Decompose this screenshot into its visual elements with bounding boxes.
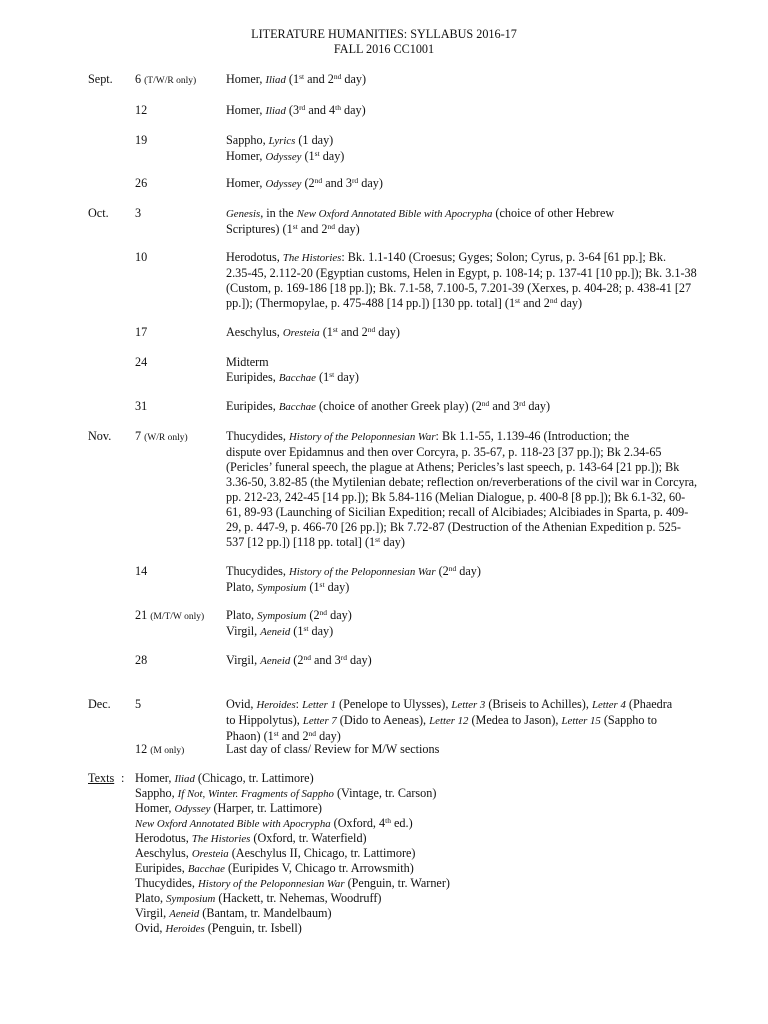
ordinal-suffix: st <box>303 624 309 633</box>
text-line <box>226 460 704 475</box>
day-number <box>135 206 141 221</box>
text-segment: Homer, <box>226 176 266 190</box>
text-segment: (2 <box>306 608 320 622</box>
text-segment: (1 <box>315 370 330 384</box>
italic-title: Letter 12 <box>429 715 469 727</box>
day-value: 14 <box>135 564 148 578</box>
reading-assignment <box>226 72 704 88</box>
text-segment: Ovid, <box>226 697 257 711</box>
italic-title: History of the Peloponnesian War <box>288 566 436 578</box>
text-segment: and 2 <box>520 296 550 310</box>
italic-title: Heroides <box>256 699 296 711</box>
day-number <box>135 564 147 579</box>
text-line <box>226 399 704 415</box>
text-line <box>226 133 704 149</box>
text-segment: Homer, <box>226 149 266 163</box>
text-line <box>135 876 450 891</box>
day-number <box>135 72 196 89</box>
italic-title: Letter 15 <box>561 715 601 727</box>
text-segment: (Pericles’ funeral speech, the plague at Athens; Pericles’s last speech, p. 143-64 [21 pp.]); Bk <box>226 460 680 474</box>
text-segment: (Vintage, tr. Carson) <box>333 786 437 800</box>
text-segment: : <box>295 697 303 711</box>
text-segment: (Phaedra <box>625 697 673 711</box>
italic-title: Bacchae <box>278 401 316 413</box>
italic-title: Iliad <box>174 773 195 785</box>
texts-list <box>135 771 450 936</box>
text-segment: (Penelope to Ulysses), <box>335 697 452 711</box>
text-segment: (Penguin, tr. Isbell) <box>204 921 302 935</box>
text-segment: Plato, <box>226 608 258 622</box>
text-line <box>226 520 704 535</box>
day-value: 3 <box>135 206 142 220</box>
day-value: 12 <box>135 103 148 117</box>
text-segment: (1 <box>285 72 300 86</box>
day-restriction-note: (T/W/R only) <box>144 76 197 86</box>
text-segment: 537 [12 pp.]) [118 pp. total] (1 <box>226 535 376 549</box>
text-segment: (Harper, tr. Lattimore) <box>210 801 322 815</box>
text-line <box>226 429 704 445</box>
italic-title: Genesis <box>226 208 261 220</box>
italic-title: Bacchae <box>278 372 316 384</box>
reading-assignment <box>226 608 704 640</box>
text-segment: (Oxford, 4 <box>330 816 386 830</box>
text-segment: (Dido to Aeneas), <box>336 713 430 727</box>
day-value: 28 <box>135 653 148 667</box>
text-segment: Virgil, <box>135 906 170 920</box>
reading-assignment <box>226 103 704 119</box>
italic-title: Odyssey <box>265 151 302 163</box>
text-line <box>226 222 704 237</box>
text-line <box>226 176 704 192</box>
text-line <box>226 266 704 281</box>
reading-assignment <box>226 653 704 669</box>
text-line <box>226 505 704 520</box>
day-value: 12 <box>135 742 148 756</box>
text-segment: Virgil, <box>226 624 261 638</box>
text-line <box>226 475 704 490</box>
text-line <box>135 771 450 786</box>
text-segment: Thucydides, <box>226 564 289 578</box>
text-line <box>226 564 704 580</box>
day-number <box>135 325 147 340</box>
texts-label-colon: : <box>121 771 125 785</box>
text-segment: (2 <box>435 564 449 578</box>
reading-assignment <box>226 399 704 415</box>
text-segment: day) <box>324 580 350 594</box>
italic-title: New Oxford Annotated Bible with Apocrypha <box>135 818 331 830</box>
ordinal-suffix: st <box>314 149 320 158</box>
ordinal-suffix: nd <box>319 608 328 617</box>
text-segment: day) <box>327 608 352 622</box>
text-line <box>226 608 704 624</box>
italic-title: Aeneid <box>169 908 200 920</box>
day-value: 21 <box>135 608 148 622</box>
text-segment: ed.) <box>390 816 413 830</box>
reading-assignment <box>226 355 704 386</box>
text-segment: (Briseis to Achilles), <box>485 697 592 711</box>
text-line <box>135 861 450 876</box>
text-segment: (1 <box>319 325 333 339</box>
ordinal-suffix: rd <box>340 653 347 662</box>
text-segment: day) <box>380 535 405 549</box>
text-segment: day) <box>557 296 583 310</box>
text-segment: day) <box>456 564 481 578</box>
text-line <box>226 296 704 311</box>
text-segment: Herodotus, <box>135 831 192 845</box>
text-line <box>135 906 450 921</box>
text-segment: and 3 <box>310 653 341 667</box>
text-segment: 61, 89-93 (Launching of Sicilian Expedition; recall of Alcibiades; Alcibiades in Sparta, p. 409- <box>226 505 689 519</box>
text-segment: (Euripides V, Chicago tr. Arrowsmith) <box>224 861 414 875</box>
text-segment: Euripides, <box>226 370 279 384</box>
italic-title: Oresteia <box>191 848 229 860</box>
day-value: 6 <box>135 72 142 86</box>
day-number <box>135 399 147 414</box>
text-line <box>135 846 450 861</box>
title-line-2: FALL 2016 CC1001 <box>333 42 435 56</box>
reading-assignment <box>226 325 704 341</box>
text-segment: pp. 212-23, 242-45 [14 pp.]); Bk 5.84-116 (Melian Dialogue, p. 400-8 [8 pp.]); Bk 6.1-32, 60- <box>226 490 686 504</box>
text-segment: (1 <box>301 149 315 163</box>
text-segment: Scriptures) (1 <box>226 222 293 236</box>
ordinal-suffix: st <box>332 325 338 334</box>
text-line <box>226 72 704 88</box>
text-line <box>135 801 450 816</box>
text-line <box>135 891 450 906</box>
day-number <box>135 103 147 118</box>
italic-title: Aeneid <box>260 655 291 667</box>
reading-assignment <box>226 206 704 237</box>
text-line <box>226 697 704 713</box>
day-value: 7 <box>135 429 142 443</box>
italic-title: Letter 4 <box>591 699 626 711</box>
text-segment: day) <box>334 370 359 384</box>
text-segment: day) <box>335 222 360 236</box>
ordinal-suffix: nd <box>549 296 558 305</box>
text-segment: and 3 <box>322 176 352 190</box>
day-restriction-note: (M/T/W only) <box>150 612 205 622</box>
italic-title: Letter 1 <box>302 699 336 711</box>
ordinal-suffix: nd <box>327 222 335 231</box>
day-restriction-note: (M only) <box>150 746 185 756</box>
text-segment: Last day of class/ Review for M/W sections <box>226 742 440 756</box>
day-restriction-note: (W/R only) <box>144 433 188 443</box>
reading-assignment <box>226 429 704 550</box>
text-line <box>226 535 704 550</box>
text-segment: Homer, <box>226 103 266 117</box>
text-segment: Thucydides, <box>135 876 198 890</box>
day-number <box>135 653 147 668</box>
text-line <box>226 370 704 386</box>
text-segment: day) <box>525 399 551 413</box>
ordinal-suffix: st <box>329 370 335 379</box>
text-segment: : Bk 1.1-55, 1.139-46 (Introduction; the <box>435 429 630 443</box>
italic-title: Iliad <box>265 74 286 86</box>
italic-title: If Not, Winter. Fragments of Sappho <box>177 788 334 800</box>
italic-title: Odyssey <box>174 803 211 815</box>
text-segment: (Hackett, tr. Nehemas, Woodruff) <box>215 891 382 905</box>
texts-label <box>88 771 114 786</box>
text-segment: (Oxford, tr. Waterfield) <box>250 831 367 845</box>
text-segment: Homer, <box>135 771 175 785</box>
text-segment: Ovid, <box>135 921 166 935</box>
month-label: Oct. <box>88 206 109 220</box>
text-line <box>226 149 704 165</box>
text-segment: (choice of another Greek play) (2 <box>315 399 482 413</box>
month-label: Nov. <box>88 429 112 443</box>
ordinal-suffix: nd <box>308 729 317 738</box>
day-number <box>135 250 147 265</box>
text-segment: (2 <box>301 176 315 190</box>
text-segment: (1 day) <box>295 133 334 147</box>
reading-assignment <box>226 697 704 744</box>
text-line <box>226 490 704 505</box>
text-segment: day) <box>308 624 334 638</box>
text-segment: Homer, <box>226 72 266 86</box>
italic-title: Oresteia <box>282 327 320 339</box>
text-segment: Plato, <box>226 580 258 594</box>
text-segment: Aeschylus, <box>226 325 283 339</box>
italic-title: Lyrics <box>268 135 296 147</box>
ordinal-suffix: st <box>515 296 521 305</box>
text-segment: Phaon) (1 <box>226 729 274 743</box>
text-segment: day) <box>347 653 372 667</box>
reading-assignment <box>226 176 704 192</box>
ordinal-suffix: nd <box>314 176 323 185</box>
ordinal-suffix: th <box>385 816 391 825</box>
text-segment: (3 <box>285 103 300 117</box>
ordinal-suffix: nd <box>303 653 311 662</box>
text-segment: 29, p. 447-9, p. 466-70 [26 pp.]); Bk 7.72-87 (Destruction of the Athenian Expedition p. 525- <box>226 520 681 534</box>
text-segment: and 3 <box>489 399 520 413</box>
reading-assignment <box>226 742 704 757</box>
italic-title: Iliad <box>265 105 286 117</box>
day-number <box>135 608 204 625</box>
text-segment: (Aeschylus II, Chicago, tr. Lattimore) <box>228 846 416 860</box>
italic-title: History of the Peloponnesian War <box>288 431 436 443</box>
text-segment: , in the <box>260 206 297 220</box>
italic-title: Bacchae <box>187 863 225 875</box>
text-segment: Virgil, <box>226 653 261 667</box>
italic-title: Symposium <box>257 610 307 622</box>
day-value: 31 <box>135 399 148 413</box>
text-line <box>226 325 704 341</box>
text-segment: (Sappho to <box>600 713 658 727</box>
text-line <box>135 816 450 831</box>
text-line <box>226 355 704 370</box>
text-segment: 2.35-45, 2.112-20 (Egyptian customs, Helen in Egypt, p. 108-14; p. 137-41 [10 pp.]); Bk. 3.1-38 <box>226 266 697 280</box>
text-segment: day) <box>340 103 366 117</box>
text-segment: (choice of other Hebrew <box>492 206 615 220</box>
text-segment: and 2 <box>337 325 368 339</box>
text-segment: and 2 <box>297 222 328 236</box>
day-value: 24 <box>135 355 148 369</box>
ordinal-suffix: st <box>319 580 325 589</box>
text-segment: day) <box>341 72 367 86</box>
text-segment: Herodotus, <box>226 250 283 264</box>
title-line-1: LITERATURE HUMANITIES: SYLLABUS 2016-17 <box>251 27 517 41</box>
day-number <box>135 133 147 148</box>
italic-title: Symposium <box>257 582 307 594</box>
text-segment: (Custom, p. 169-186 [18 pp.]); Bk. 7.1-58, 7.100-5, 7.201-39 (Xerxes, p. 404-28; p. 438-41 [27 <box>226 281 692 295</box>
day-value: 19 <box>135 133 148 147</box>
ordinal-suffix: th <box>335 103 341 112</box>
text-line <box>226 206 704 222</box>
text-segment: day) <box>316 729 341 743</box>
day-value: 26 <box>135 176 148 190</box>
italic-title: Letter 3 <box>451 699 486 711</box>
text-segment: Midterm <box>226 355 269 369</box>
text-segment: 3.36-50, 3.82-85 (the Mytilenian debate; reflection on/reverberations of the civil war in Corcyra, <box>226 475 698 489</box>
text-segment: (Bantam, tr. Mandelbaum) <box>199 906 332 920</box>
text-segment: to Hippolytus), <box>226 713 303 727</box>
ordinal-suffix: st <box>273 729 279 738</box>
text-segment: Homer, <box>135 801 175 815</box>
text-line <box>226 281 704 296</box>
month-label: Sept. <box>88 72 113 86</box>
reading-assignment <box>226 564 704 596</box>
text-segment: (Penguin, tr. Warner) <box>344 876 450 890</box>
month-label: Dec. <box>88 697 111 711</box>
italic-title: The Histories <box>282 252 342 264</box>
ordinal-suffix: nd <box>333 72 342 81</box>
text-line <box>226 580 704 596</box>
text-line <box>226 624 704 640</box>
day-number <box>135 742 184 759</box>
ordinal-suffix: nd <box>481 399 490 408</box>
text-segment: Euripides, <box>226 399 279 413</box>
italic-title: Heroides <box>165 923 205 935</box>
text-line <box>226 250 704 266</box>
italic-title: Letter 7 <box>302 715 337 727</box>
text-segment: : Bk. 1.1-140 (Croesus; Gyges; Solon; Cyrus, p. 3-64 [61 pp.]; Bk. <box>341 250 667 264</box>
text-segment: (1 <box>290 624 304 638</box>
day-number <box>135 355 147 370</box>
text-segment: (Chicago, tr. Lattimore) <box>194 771 314 785</box>
italic-title: Symposium <box>166 893 216 905</box>
ordinal-suffix: rd <box>299 103 306 112</box>
italic-title: Aeneid <box>260 626 291 638</box>
text-segment: (1 <box>306 580 320 594</box>
text-segment: Aeschylus, <box>135 846 192 860</box>
italic-title: Odyssey <box>265 178 302 190</box>
day-number <box>135 429 188 446</box>
ordinal-suffix: st <box>299 72 305 81</box>
text-segment: and 2 <box>304 72 334 86</box>
text-line <box>226 103 704 119</box>
text-segment: day) <box>319 149 345 163</box>
text-segment: Plato, <box>135 891 167 905</box>
text-segment: day) <box>358 176 383 190</box>
ordinal-suffix: nd <box>448 564 457 573</box>
ordinal-suffix: nd <box>367 325 376 334</box>
text-line <box>226 445 704 460</box>
text-segment: Thucydides, <box>226 429 289 443</box>
ordinal-suffix: rd <box>519 399 526 408</box>
ordinal-suffix: st <box>375 535 381 544</box>
reading-assignment <box>226 133 704 165</box>
document-title <box>0 27 768 57</box>
day-value: 10 <box>135 250 148 264</box>
text-line <box>226 713 704 729</box>
text-line <box>135 921 450 936</box>
text-segment: pp.]); (Thermopylae, p. 475-488 [14 pp.]) [130 pp. total] (1 <box>226 296 516 310</box>
text-segment: and 2 <box>278 729 309 743</box>
day-number <box>135 176 147 191</box>
text-line <box>135 831 450 846</box>
day-value: 17 <box>135 325 148 339</box>
text-segment: (2 <box>290 653 304 667</box>
text-segment: Sappho, <box>226 133 269 147</box>
text-line <box>226 742 704 757</box>
text-segment: day) <box>375 325 400 339</box>
text-segment: Sappho, <box>135 786 178 800</box>
italic-title: New Oxford Annotated Bible with Apocrypha <box>296 208 493 220</box>
text-segment: and 4 <box>305 103 336 117</box>
ordinal-suffix: rd <box>351 176 359 185</box>
italic-title: History of the Peloponnesian War <box>197 878 345 890</box>
text-segment: (Medea to Jason), <box>468 713 562 727</box>
ordinal-suffix: st <box>292 222 298 231</box>
day-value: 5 <box>135 697 142 711</box>
italic-title: The Histories <box>191 833 251 845</box>
text-segment: dispute over Epidamnus and then over Corcyra, p. 35-67, p. 118-23 [37 pp.]); Bk 2.34-65 <box>226 445 662 459</box>
texts-label-word: Texts <box>88 771 115 785</box>
text-line <box>226 653 704 669</box>
day-number <box>135 697 141 712</box>
text-line <box>135 786 450 801</box>
reading-assignment <box>226 250 704 311</box>
text-segment: Euripides, <box>135 861 188 875</box>
